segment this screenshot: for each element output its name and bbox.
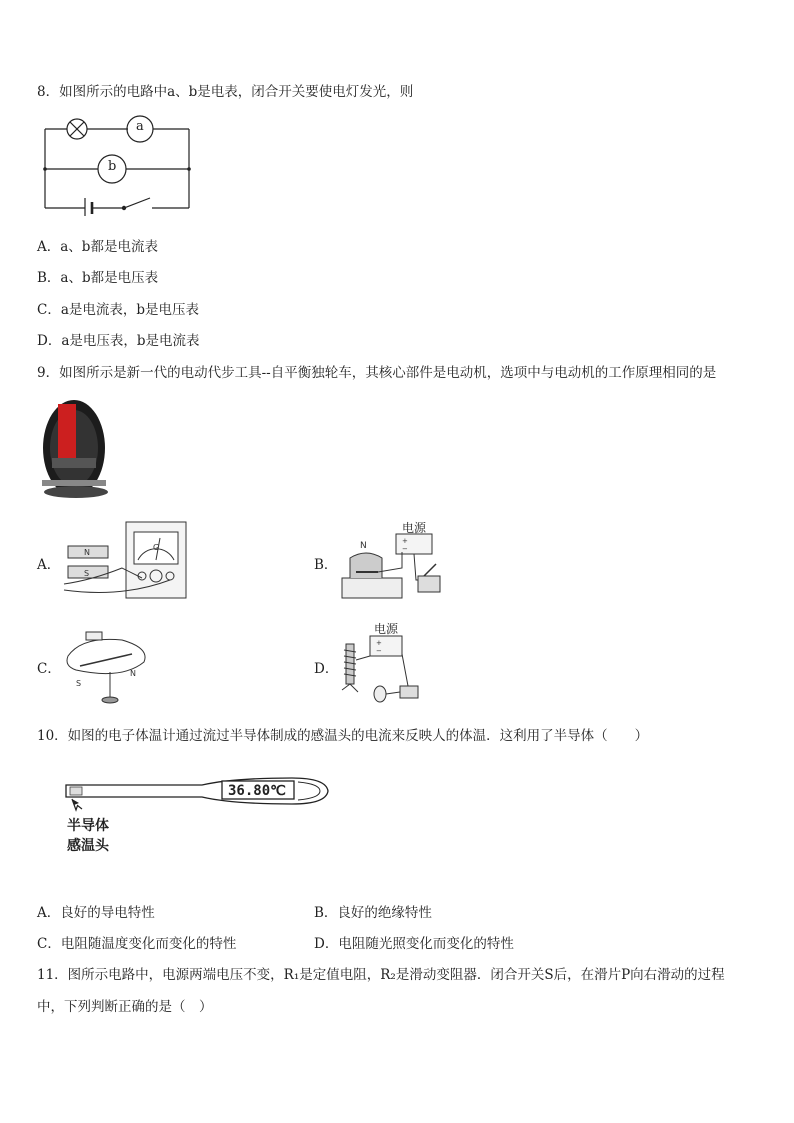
svg-text:N: N [130,669,136,678]
svg-text:S: S [76,679,82,688]
q10-option-b: B．良好的绝缘特性 [314,905,432,921]
q8-stem: 8．如图所示的电路中a、b是电表，闭合开关要使电灯发光，则 [37,84,414,100]
svg-text:−: − [402,545,408,553]
q9-stem: 9．如图所示是新一代的电动代步工具--自平衡独轮车，其核心部件是电动机，选项中与电动机的工作原理相同的是 [37,365,717,381]
q9-option-c-letter: C． [37,661,61,677]
generator-image [62,518,196,614]
svg-text:−: − [376,647,382,655]
q8-option-a: A．a、b都是电流表 [37,239,158,255]
svg-text:G: G [153,543,160,552]
unicycle-image [38,396,110,506]
q10-option-a: A．良好的导电特性 [37,905,155,921]
q10-option-d: D．电阻随光照变化而变化的特性 [314,936,514,952]
q8-option-d: D．a是电压表，b是电流表 [37,333,200,349]
svg-text:N: N [84,548,90,557]
q9-option-d-letter: D． [314,661,339,677]
q8-circuit-diagram [40,112,200,220]
probe-label-line2: 感温头 [67,838,109,854]
power-source-label-d: 电源 [374,622,399,636]
svg-text:N: N [360,541,367,551]
power-source-label-b: 电源 [402,521,427,535]
thermometer-display: 36.80℃ [228,783,286,799]
q8-option-b: B．a、b都是电压表 [37,270,159,286]
probe-label-line1: 半导体 [67,818,109,834]
q9-option-a-letter: A． [37,557,61,573]
electromagnet-image [336,620,426,714]
svg-text:+: + [376,639,382,647]
svg-text:S: S [84,569,90,578]
motor-apparatus-image [336,518,446,612]
thermometer-image [62,776,334,814]
meter-a-label: a [136,119,144,134]
q10-option-c: C．电阻随温度变化而变化的特性 [37,936,237,952]
probe-arrow [70,797,84,817]
q11-stem-line1: 11．图所示电路中，电源两端电压不变，R₁是定值电阻，R₂是滑动变阻器．闭合开关S后，在滑片P向右滑动的过程 [37,967,725,983]
meter-b-label: b [108,159,117,174]
q11-stem-line2: 中，下列判断正确的是（ ） [37,999,213,1015]
svg-text:+: + [402,537,408,545]
compass-experiment-image [62,626,152,714]
q10-stem: 10．如图的电子体温计通过流过半导体制成的感温头的电流来反映人的体温．这利用了半导体（ ） [37,728,649,744]
q8-option-c: C．a是电流表，b是电压表 [37,302,200,318]
q9-option-b-letter: B． [314,557,338,573]
